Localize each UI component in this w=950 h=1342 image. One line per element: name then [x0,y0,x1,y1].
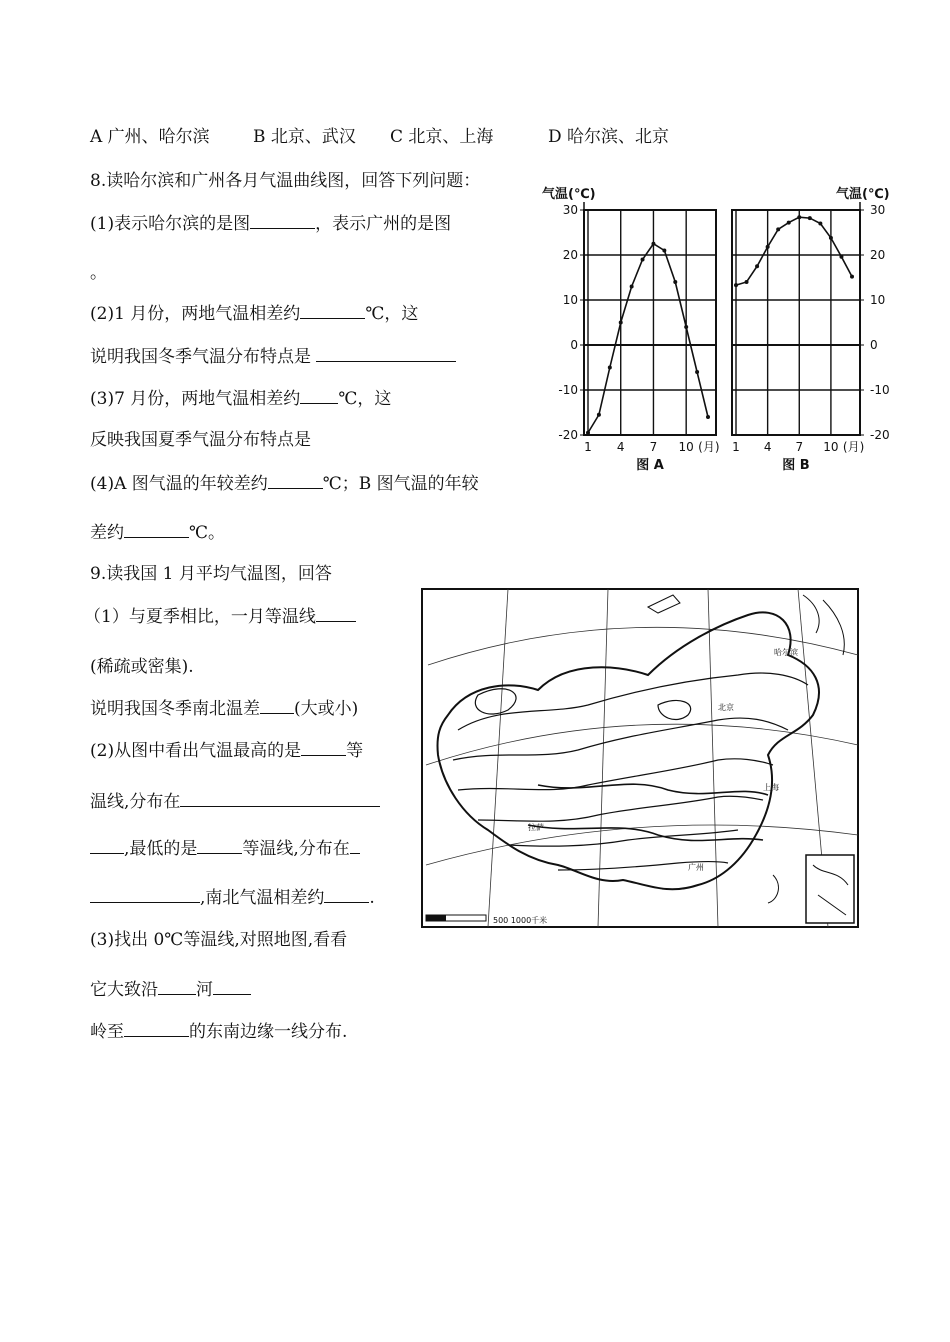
temperature-chart-a [538,180,723,480]
x-tick-label: 10 [678,440,694,454]
q8-part4-cont [90,521,225,544]
data-point [695,370,699,374]
q9-part3-c [90,1020,347,1043]
y-tick-label: 30 [562,203,578,217]
plot-frame [732,210,860,435]
january-temperature-map [418,585,863,943]
q8-part4-label-c: 差约 [90,523,124,543]
answer-blank[interactable] [316,605,356,622]
x-tick-label: 7 [795,440,804,454]
q8-part2-label: (2)1 月份，两地气温相差约 [90,304,301,324]
q9-part2-text-e: 等温线,分布在 [242,839,350,859]
plot-frame [584,210,716,435]
answer-blank[interactable] [180,790,380,807]
q8-part4-label: (4)A 图气温的年较差约 [90,474,268,494]
q9-part2-text-g: . [369,888,375,908]
map-scale-label: 500 1000千米 [493,916,548,925]
city-label-lhasa: 拉萨 [528,823,544,832]
data-point [673,280,677,284]
q9-part2-d [90,886,375,909]
x-tick-label: 10 [823,440,839,454]
answer-blank[interactable] [324,886,369,903]
q9-part3-text-d: 的东南边缘一线分布. [189,1022,348,1042]
q8-part2-unit: ℃，这 [365,304,419,324]
data-point [630,285,634,289]
data-point [651,242,655,246]
x-tick-label: 7 [649,440,658,454]
q8-part4-label-b: ℃；B 图气温的年较 [322,474,479,494]
answer-blank[interactable] [268,472,323,489]
city-label-beijing: 北京 [718,703,734,712]
answer-blank[interactable] [301,739,346,756]
answer-blank[interactable] [250,212,315,229]
q9-part1-options-b: (大或小) [294,699,359,719]
q9-part3-text-c: 岭至 [90,1022,124,1042]
x-tick-label: 1 [732,440,740,454]
data-point [797,215,801,219]
q9-part2 [90,739,363,762]
q9-part3: (3)找出 0℃等温线,对照地图,看看 [90,930,348,950]
q9-part1 [84,605,356,628]
data-point [829,236,833,240]
y-tick-label: -20 [558,428,578,442]
q8-part1-label: (1)表示哈尔滨的是图 [90,214,251,234]
q7-option-c: C 北京、上海 [390,127,494,147]
x-tick-label: 4 [763,440,772,454]
y-tick-label: 10 [870,293,886,307]
temperature-chart-b [720,180,920,480]
y-tick-label: 20 [562,248,578,262]
city-label-harbin: 哈尔滨 [774,648,798,657]
q8-part3-cont: 反映我国夏季气温分布特点是 [90,430,311,450]
data-point [597,413,601,417]
q8-part2 [90,302,418,325]
data-point [734,283,738,287]
y-tick-label: -20 [870,428,890,442]
q8-part3-label: (3)7 月份，两地气温相差约 [90,389,301,409]
y-axis-label: 气温(℃) [542,187,596,202]
answer-blank[interactable] [197,837,242,854]
data-point [684,325,688,329]
q9-part1-label: （1）与夏季相比，一月等温线 [84,607,316,627]
data-point [586,431,590,435]
q8-part1 [90,212,451,235]
map-drawing [418,585,863,943]
q8-part3-unit: ℃，这 [338,389,392,409]
q9-part2-label: (2)从图中看出气温最高的是 [90,741,302,761]
series-line [736,217,852,285]
answer-blank[interactable] [316,345,456,362]
data-point [818,222,822,226]
data-point [755,264,759,268]
y-tick-label: 10 [562,293,578,307]
q9-part3-text-b: 河 [196,980,213,1000]
data-point [745,280,749,284]
y-tick-label: -10 [870,383,890,397]
x-unit-label: (月) [842,440,865,454]
q9-part2-c [90,837,360,860]
q9-part2-text-f: ,南北气温相差约 [200,888,325,908]
data-point [850,275,854,279]
data-point [839,255,843,259]
q9-part1-text: 说明我国冬季南北温差 [90,699,260,719]
answer-blank[interactable] [124,521,189,538]
answer-blank[interactable] [260,697,294,714]
south-china-sea-inset [806,855,854,923]
q9-part2-b [90,790,380,813]
city-label-guangzhou: 广州 [688,863,704,872]
chart-figure-a [538,180,723,480]
q7-option-d: D 哈尔滨、北京 [548,127,670,147]
data-point [641,258,645,262]
q8-stem: 8.读哈尔滨和广州各月气温曲线图，回答下列问题： [90,171,481,191]
q9-part2-text-c: 温线,分布在 [90,792,181,812]
series-line [588,244,708,433]
y-tick-label: 30 [870,203,886,217]
data-point [808,216,812,220]
chart-figure-b [720,180,920,480]
chart-caption: 图 B [782,458,810,473]
y-tick-label: 0 [570,338,578,352]
data-point [706,415,710,419]
data-point [787,221,791,225]
q8-part3 [90,387,391,410]
q7-option-b: B 北京、武汉 [253,127,356,147]
data-point [776,227,780,231]
answer-blank[interactable] [300,302,365,319]
q9-part1-options: (稀疏或密集). [90,657,194,677]
answer-blank[interactable] [90,837,124,854]
answer-blank[interactable] [213,978,251,995]
q7-option-a: A 广州、哈尔滨 [90,127,210,147]
answer-blank[interactable] [158,978,196,995]
q9-part2-label-b: 等 [346,741,364,761]
answer-blank[interactable] [90,886,200,903]
x-unit-label: (月) [698,440,720,454]
q8-part2-text: 说明我国冬季气温分布特点是 [90,347,311,367]
answer-blank[interactable] [350,837,360,854]
y-tick-label: 0 [870,338,878,352]
data-point [608,366,612,370]
q8-part1-label-b: ，表示广州的是图 [315,214,452,234]
x-tick-label: 1 [584,440,592,454]
city-label-shanghai: 上海 [763,783,779,792]
answer-blank[interactable] [300,387,338,404]
q9-part2-text-d: ,最低的是 [124,839,198,859]
data-point [766,245,770,249]
y-tick-label: 20 [870,248,886,262]
data-point [619,321,623,325]
answer-blank[interactable] [124,1020,189,1037]
q9-stem: 9.读我国 1 月平均气温图，回答 [90,564,332,584]
q8-part2-cont [90,345,456,368]
q9-part3-b [90,978,251,1001]
q9-part1-cont [90,697,358,720]
x-tick-label: 4 [616,440,625,454]
q8-part4-unit: ℃。 [189,523,226,543]
chart-caption: 图 A [636,458,664,473]
data-point [662,249,666,253]
y-tick-label: -10 [558,383,578,397]
q8-part1-end: 。 [90,263,107,283]
q8-part4 [90,472,479,495]
y-axis-label: 气温(℃) [836,187,890,202]
q9-part3-text-a: 它大致沿 [90,980,158,1000]
